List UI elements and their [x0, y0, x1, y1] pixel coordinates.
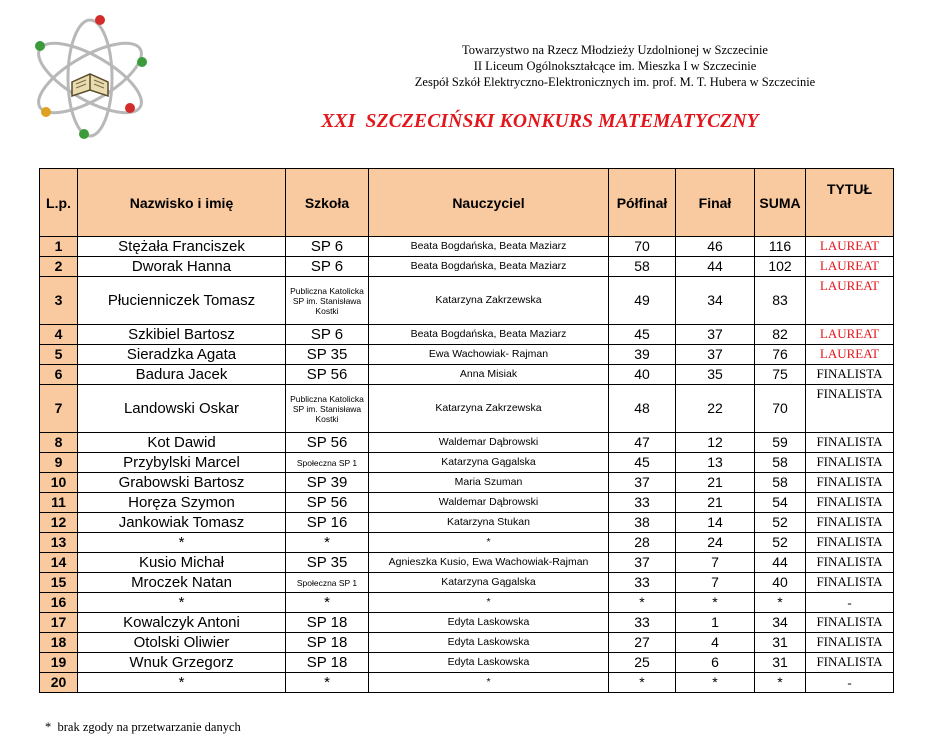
semifinal-score: 37	[609, 553, 676, 573]
final-score: 24	[676, 533, 755, 553]
semifinal-score: 37	[609, 473, 676, 493]
row-number: 5	[40, 345, 78, 365]
teacher-name: Katarzyna Zakrzewska	[369, 277, 609, 325]
school-name: SP 18	[286, 613, 369, 633]
semifinal-score: 27	[609, 633, 676, 653]
school-name: SP 6	[286, 237, 369, 257]
award-title: LAUREAT	[806, 277, 894, 325]
total-score: *	[755, 593, 806, 613]
total-score: 52	[755, 513, 806, 533]
total-score: 83	[755, 277, 806, 325]
student-name: Przybylski Marcel	[78, 453, 286, 473]
row-number: 13	[40, 533, 78, 553]
school-name: SP 56	[286, 433, 369, 453]
footnote: * brak zgody na przetwarzanie danych	[45, 720, 241, 734]
total-score: 58	[755, 453, 806, 473]
student-name: Otolski Oliwier	[78, 633, 286, 653]
final-score: 46	[676, 237, 755, 257]
row-number: 14	[40, 553, 78, 573]
total-score: 82	[755, 325, 806, 345]
final-score: 6	[676, 653, 755, 673]
table-row	[40, 593, 894, 613]
teacher-name: Maria Szuman	[369, 473, 609, 493]
teacher-name: Ewa Wachowiak- Rajman	[369, 345, 609, 365]
teacher-name: *	[369, 593, 609, 613]
student-name: Kusio Michał	[78, 553, 286, 573]
school-name: SP 6	[286, 257, 369, 277]
final-score: 37	[676, 325, 755, 345]
column-header-teacher: Nauczyciel	[369, 169, 609, 237]
semifinal-score: 49	[609, 277, 676, 325]
row-number: 16	[40, 593, 78, 613]
award-title: LAUREAT	[806, 325, 894, 345]
table-header-row	[40, 169, 894, 237]
total-score: 34	[755, 613, 806, 633]
column-header-name: Nazwisko i imię	[78, 169, 286, 237]
final-score: 21	[676, 473, 755, 493]
teacher-name: Katarzyna Gągalska	[369, 453, 609, 473]
teacher-name: *	[369, 533, 609, 553]
award-title: FINALISTA	[806, 553, 894, 573]
total-score: 70	[755, 385, 806, 433]
final-score: 1	[676, 613, 755, 633]
column-header-lp: L.p.	[40, 169, 78, 237]
award-title: FINALISTA	[806, 473, 894, 493]
table-row	[40, 673, 894, 693]
award-title: FINALISTA	[806, 493, 894, 513]
school-name: Społeczna SP 1	[286, 453, 369, 473]
total-score: 58	[755, 473, 806, 493]
award-title: FINALISTA	[806, 573, 894, 593]
school-name: *	[286, 533, 369, 553]
total-score: 31	[755, 633, 806, 653]
row-number: 20	[40, 673, 78, 693]
table-row	[40, 433, 894, 453]
organizer-line: Zespół Szkół Elektryczno-Elektronicznych im. prof. M. T. Hubera w Szczecinie	[414, 75, 816, 89]
table-row	[40, 473, 894, 493]
table-row	[40, 257, 894, 277]
column-header-sum: SUMA	[755, 169, 806, 237]
table-row	[40, 277, 894, 325]
semifinal-score: 45	[609, 325, 676, 345]
row-number: 6	[40, 365, 78, 385]
column-header-final: Finał	[676, 169, 755, 237]
semifinal-score: 25	[609, 653, 676, 673]
award-title: FINALISTA	[806, 385, 894, 433]
award-title: FINALISTA	[806, 365, 894, 385]
table-row	[40, 365, 894, 385]
final-score: *	[676, 673, 755, 693]
school-name: SP 35	[286, 553, 369, 573]
teacher-name: Beata Bogdańska, Beata Maziarz	[369, 237, 609, 257]
student-name: Grabowski Bartosz	[78, 473, 286, 493]
school-name: Społeczna SP 1	[286, 573, 369, 593]
student-name: Szkibiel Bartosz	[78, 325, 286, 345]
teacher-name: *	[369, 673, 609, 693]
semifinal-score: 28	[609, 533, 676, 553]
student-name: Stężała Franciszek	[78, 237, 286, 257]
total-score: 40	[755, 573, 806, 593]
award-title: FINALISTA	[806, 633, 894, 653]
final-score: 35	[676, 365, 755, 385]
award-title: FINALISTA	[806, 453, 894, 473]
table-body	[40, 237, 894, 693]
row-number: 4	[40, 325, 78, 345]
row-number: 12	[40, 513, 78, 533]
award-title: LAUREAT	[806, 257, 894, 277]
row-number: 11	[40, 493, 78, 513]
final-score: 12	[676, 433, 755, 453]
final-score: *	[676, 593, 755, 613]
semifinal-score: 38	[609, 513, 676, 533]
table-row	[40, 513, 894, 533]
table-row	[40, 633, 894, 653]
results-table	[39, 168, 894, 693]
column-header-school: Szkoła	[286, 169, 369, 237]
student-name: Płucienniczek Tomasz	[78, 277, 286, 325]
total-score: 59	[755, 433, 806, 453]
award-title: FINALISTA	[806, 533, 894, 553]
page-title: XXI SZCZECIŃSKI KONKURS MATEMATYCZNY	[321, 111, 759, 132]
teacher-name: Katarzyna Gągalska	[369, 573, 609, 593]
award-title: LAUREAT	[806, 345, 894, 365]
teacher-name: Beata Bogdańska, Beata Maziarz	[369, 257, 609, 277]
final-score: 21	[676, 493, 755, 513]
final-score: 4	[676, 633, 755, 653]
student-name: *	[78, 533, 286, 553]
school-name: *	[286, 593, 369, 613]
school-name: SP 6	[286, 325, 369, 345]
final-score: 44	[676, 257, 755, 277]
school-name: Publiczna Katolicka SP im. Stanisława Kostki	[286, 385, 369, 433]
award-title: FINALISTA	[806, 653, 894, 673]
school-name: SP 35	[286, 345, 369, 365]
semifinal-score: 33	[609, 573, 676, 593]
table-row	[40, 385, 894, 433]
table-row	[40, 237, 894, 257]
teacher-name: Katarzyna Stukan	[369, 513, 609, 533]
final-score: 14	[676, 513, 755, 533]
teacher-name: Edyta Laskowska	[369, 633, 609, 653]
school-name: SP 18	[286, 653, 369, 673]
row-number: 15	[40, 573, 78, 593]
organizers-block	[300, 42, 930, 90]
row-number: 1	[40, 237, 78, 257]
total-score: 31	[755, 653, 806, 673]
semifinal-score: 33	[609, 613, 676, 633]
table-row	[40, 613, 894, 633]
semifinal-score: 33	[609, 493, 676, 513]
row-number: 17	[40, 613, 78, 633]
total-score: *	[755, 673, 806, 693]
total-score: 116	[755, 237, 806, 257]
atom-book-logo-icon	[28, 12, 152, 140]
school-name: *	[286, 673, 369, 693]
total-score: 54	[755, 493, 806, 513]
school-name: SP 18	[286, 633, 369, 653]
student-name: Kot Dawid	[78, 433, 286, 453]
student-name: Horęza Szymon	[78, 493, 286, 513]
student-name: Landowski Oskar	[78, 385, 286, 433]
final-score: 7	[676, 573, 755, 593]
row-number: 9	[40, 453, 78, 473]
final-score: 22	[676, 385, 755, 433]
teacher-name: Beata Bogdańska, Beata Maziarz	[369, 325, 609, 345]
column-header-title: TYTUŁ	[806, 169, 894, 237]
school-name: SP 56	[286, 365, 369, 385]
student-name: Badura Jacek	[78, 365, 286, 385]
column-header-semifinal: Półfinał	[609, 169, 676, 237]
table-row	[40, 653, 894, 673]
semifinal-score: 48	[609, 385, 676, 433]
teacher-name: Waldemar Dąbrowski	[369, 493, 609, 513]
total-score: 102	[755, 257, 806, 277]
student-name: Jankowiak Tomasz	[78, 513, 286, 533]
table-row	[40, 533, 894, 553]
row-number: 19	[40, 653, 78, 673]
table-row	[40, 573, 894, 593]
table-row	[40, 325, 894, 345]
teacher-name: Edyta Laskowska	[369, 653, 609, 673]
student-name: *	[78, 593, 286, 613]
row-number: 8	[40, 433, 78, 453]
table-row	[40, 493, 894, 513]
student-name: Dworak Hanna	[78, 257, 286, 277]
teacher-name: Edyta Laskowska	[369, 613, 609, 633]
organizer-line: Towarzystwo na Rzecz Młodzieży Uzdolnionej w Szczecinie	[462, 43, 768, 57]
semifinal-score: 47	[609, 433, 676, 453]
teacher-name: Anna Misiak	[369, 365, 609, 385]
semifinal-score: 45	[609, 453, 676, 473]
student-name: Wnuk Grzegorz	[78, 653, 286, 673]
semifinal-score: 70	[609, 237, 676, 257]
total-score: 76	[755, 345, 806, 365]
school-name: SP 39	[286, 473, 369, 493]
final-score: 37	[676, 345, 755, 365]
school-name: SP 16	[286, 513, 369, 533]
teacher-name: Katarzyna Zakrzewska	[369, 385, 609, 433]
school-name: Publiczna Katolicka SP im. Stanisława Kostki	[286, 277, 369, 325]
table-row	[40, 553, 894, 573]
award-title: FINALISTA	[806, 613, 894, 633]
award-title: FINALISTA	[806, 513, 894, 533]
award-title: LAUREAT	[806, 237, 894, 257]
semifinal-score: *	[609, 673, 676, 693]
semifinal-score: 39	[609, 345, 676, 365]
row-number: 7	[40, 385, 78, 433]
award-title: -	[806, 593, 894, 613]
semifinal-score: 40	[609, 365, 676, 385]
semifinal-score: *	[609, 593, 676, 613]
organizer-line: II Liceum Ogólnokształcące im. Mieszka I w Szczecinie	[473, 59, 757, 73]
total-score: 44	[755, 553, 806, 573]
semifinal-score: 58	[609, 257, 676, 277]
award-title: -	[806, 673, 894, 693]
school-name: SP 56	[286, 493, 369, 513]
student-name: Kowalczyk Antoni	[78, 613, 286, 633]
total-score: 75	[755, 365, 806, 385]
teacher-name: Agnieszka Kusio, Ewa Wachowiak-Rajman	[369, 553, 609, 573]
table-row	[40, 453, 894, 473]
final-score: 13	[676, 453, 755, 473]
final-score: 34	[676, 277, 755, 325]
row-number: 2	[40, 257, 78, 277]
award-title: FINALISTA	[806, 433, 894, 453]
total-score: 52	[755, 533, 806, 553]
final-score: 7	[676, 553, 755, 573]
student-name: Sieradzka Agata	[78, 345, 286, 365]
row-number: 18	[40, 633, 78, 653]
student-name: Mroczek Natan	[78, 573, 286, 593]
teacher-name: Waldemar Dąbrowski	[369, 433, 609, 453]
row-number: 10	[40, 473, 78, 493]
table-row	[40, 345, 894, 365]
row-number: 3	[40, 277, 78, 325]
student-name: *	[78, 673, 286, 693]
